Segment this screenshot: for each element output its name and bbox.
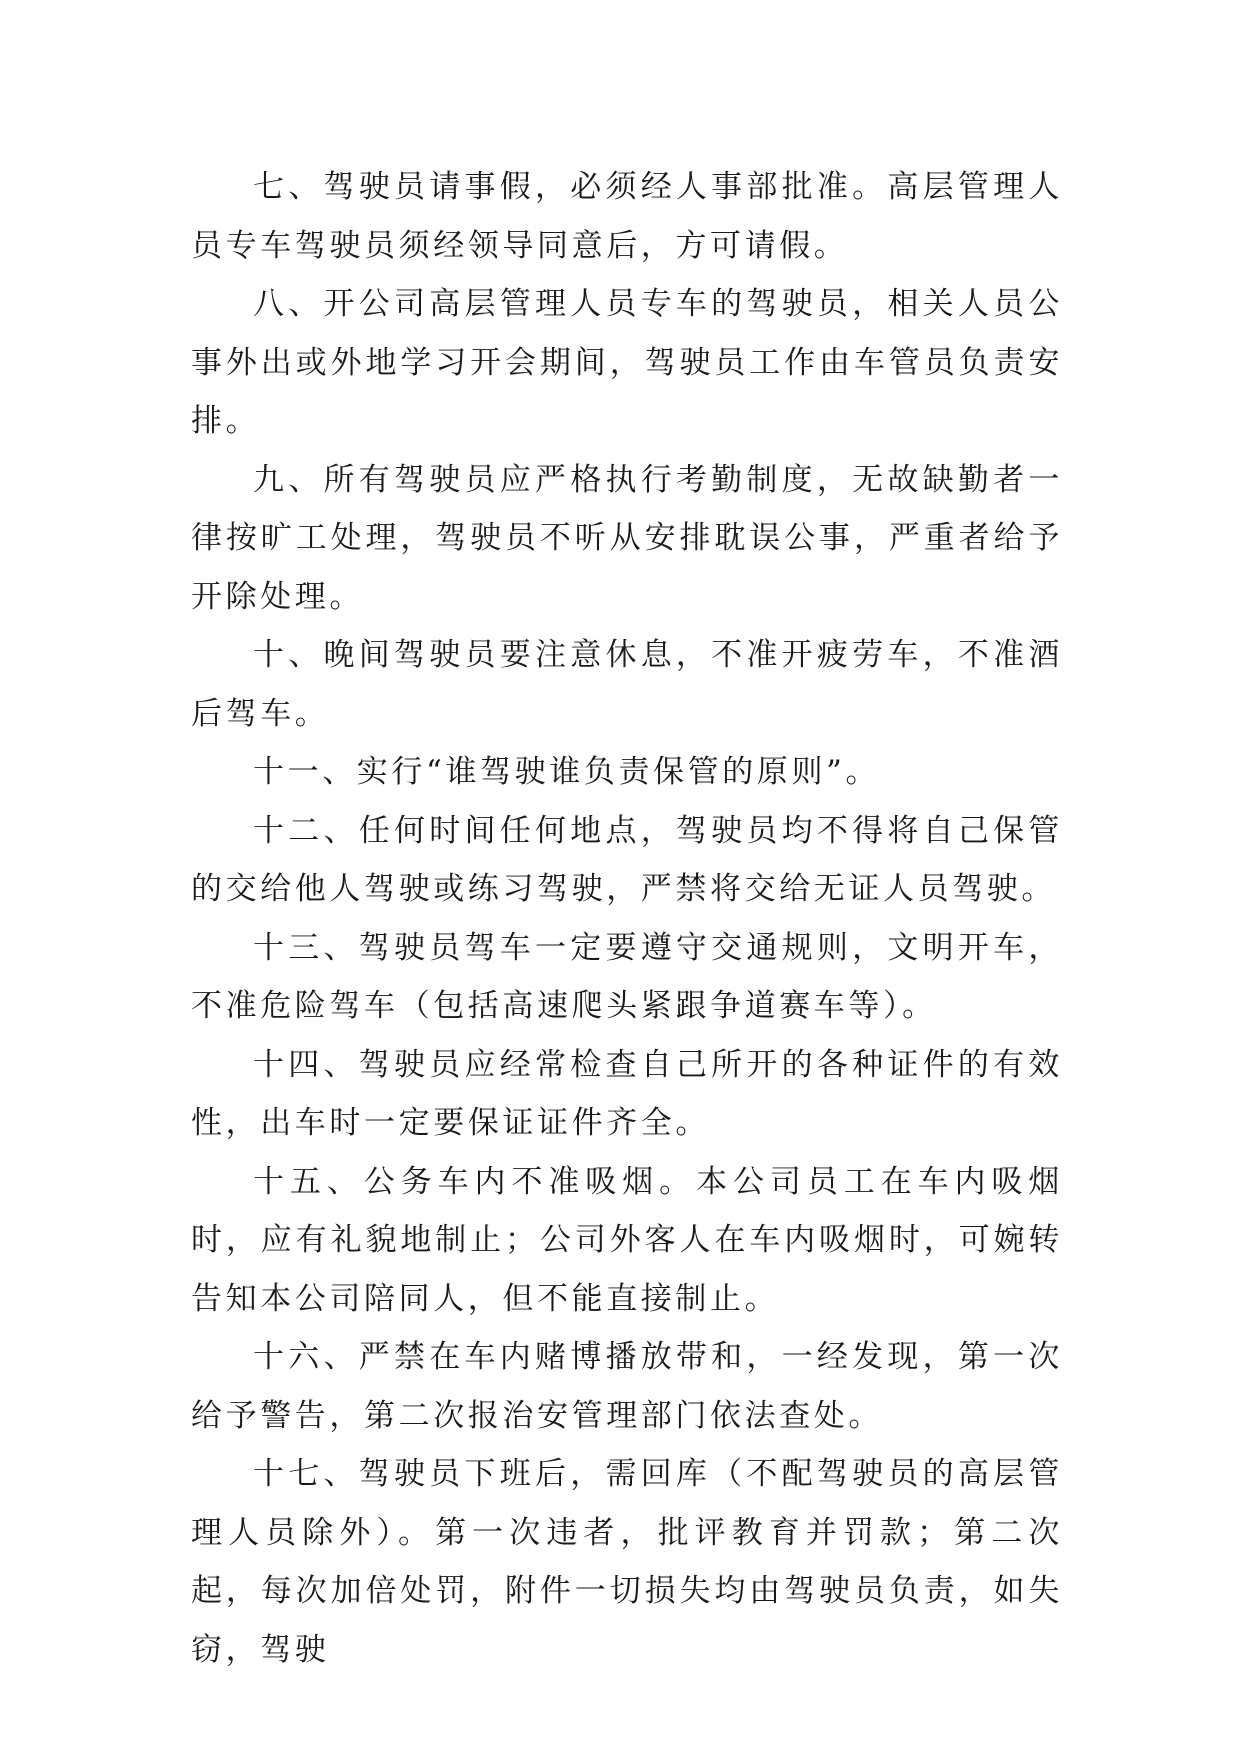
- paragraph-17: 十七、驾驶员下班后，需回库（不配驾驶员的高层管理人员除外）。第一次违者，批评教育并罚款；第二次起，每次加倍处罚，附件一切损失均由驾驶员负责，如失窃，驾驶: [191, 1456, 1063, 1668]
- paragraph-16: 十六、严禁在车内赌博播放带和，一经发现，第一次给予警告，第二次报治安管理部门依法查处。: [191, 1339, 1063, 1434]
- paragraph-9: 九、所有驾驶员应严格执行考勤制度，无故缺勤者一律按旷工处理，驾驶员不听从安排耽误公事，严重者给予开除处理。: [191, 461, 1063, 615]
- document-body: [191, 158, 1063, 1679]
- paragraph-14: 十四、驾驶员应经常检查自己所开的各种证件的有效性，出车时一定要保证证件齐全。: [191, 1046, 1063, 1141]
- paragraph-10: 十、晚间驾驶员要注意休息，不准开疲劳车，不准酒后驾车。: [191, 637, 1063, 732]
- paragraph-13: 十三、驾驶员驾车一定要遵守交通规则，文明开车，不准危险驾车（包括高速爬头紧跟争道赛车等）。: [191, 929, 1063, 1024]
- paragraph-7: 七、驾驶员请事假，必须经人事部批准。高层管理人员专车驾驶员须经领导同意后，方可请假。: [191, 169, 1063, 264]
- paragraph-11: 十一、实行“谁驾驶谁负责保管的原则”。: [253, 754, 881, 790]
- paragraph-8: 八、开公司高层管理人员专车的驾驶员，相关人员公事外出或外地学习开会期间，驾驶员工作由车管员负责安排。: [191, 286, 1063, 439]
- paragraph-12: 十二、任何时间任何地点，驾驶员均不得将自己保管的交给他人驾驶或练习驾驶，严禁将交给无证人员驾驶。: [191, 812, 1063, 907]
- paragraph-15: 十五、公务车内不准吸烟。本公司员工在车内吸烟时，应有礼貌地制止；公司外客人在车内吸烟时，可婉转告知本公司陪同人，但不能直接制止。: [191, 1163, 1063, 1317]
